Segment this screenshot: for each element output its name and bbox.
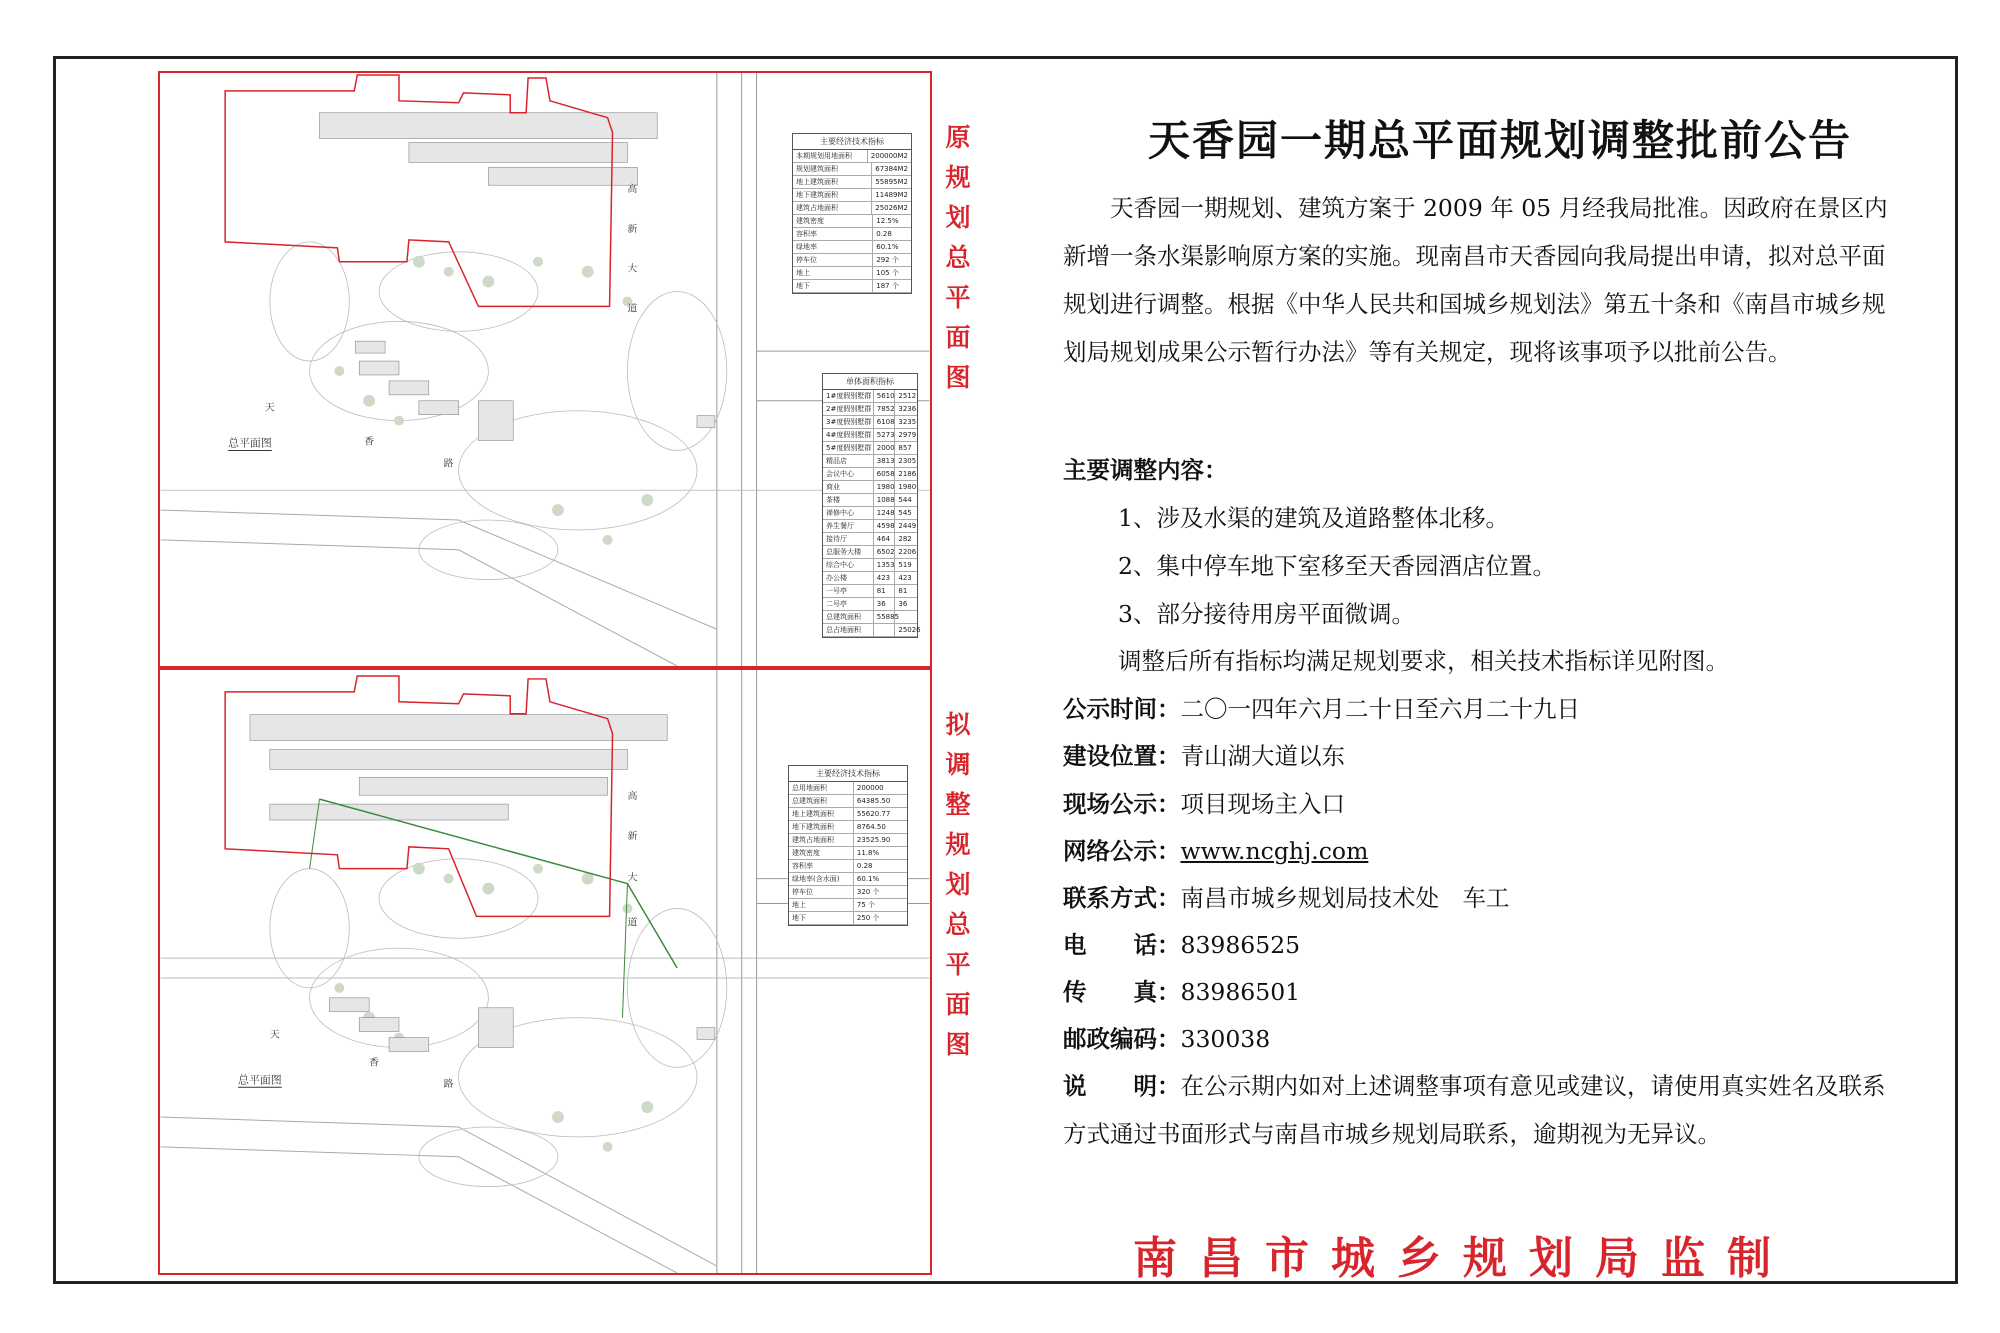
econ-row: 地下 250 个: [789, 912, 907, 925]
period-value: 二〇一四年六月二十日至六月二十九日: [1180, 695, 1580, 723]
fax-label: 传 真：: [1063, 978, 1181, 1006]
road-south-1: 天: [269, 1029, 280, 1041]
note-text: 在公示期内如对上述调整事项有意见或建议，请使用真实姓名及联系方式通过书面形式与南昌市城乡规划局联系，逾期视为无异议。: [1063, 1072, 1886, 1148]
econ-table-title: 主要经济技术指标: [789, 766, 907, 782]
econ-row: 地下建筑面积 8764.50: [789, 821, 907, 834]
web-line: [1063, 827, 1368, 875]
road-east-4: 道: [627, 917, 638, 929]
build-row: 一号亭 81 81: [823, 585, 917, 598]
road-south-1: 天: [264, 402, 275, 414]
location-label: 建设位置：: [1063, 742, 1181, 770]
econ-row: 建筑占地面积 25026M2: [793, 202, 911, 215]
build-row: 3#度假别墅群 6108 3235: [823, 416, 917, 429]
build-row: 综合中心 1353 519: [823, 559, 917, 572]
econ-row: 建筑密度 11.8%: [789, 847, 907, 860]
postcode-label: 邮政编码：: [1063, 1025, 1181, 1053]
change-item-1: 1、涉及水渠的建筑及道路整体北移。: [1118, 504, 1509, 532]
econ-row: 绿地率 60.1%: [793, 241, 911, 254]
note-block: [1063, 1062, 1908, 1158]
building-area-table: [822, 373, 921, 638]
change-item-3: 3、部分接待用房平面微调。: [1118, 600, 1415, 628]
build-row: 4#度假别墅群 5273 2979: [823, 429, 917, 442]
original-plan-label: 原 规 划 总 平 面 图: [945, 123, 971, 392]
econ-row: 地上 75 个: [789, 899, 907, 912]
build-row: 茶楼 1088 544: [823, 494, 917, 507]
adjusted-plan-label: 拟 调 整 规 划 总 平 面 图: [945, 710, 971, 1059]
econ-table-original: [792, 133, 912, 294]
build-row: 接待厅 464 282: [823, 533, 917, 546]
road-east-3: 大: [627, 872, 638, 884]
phone-line: [1063, 921, 1300, 969]
econ-row: 容积率 0.28: [793, 228, 911, 241]
econ-row: 建筑占地面积 23525.90: [789, 834, 907, 847]
postcode-line: [1063, 1015, 1270, 1063]
econ-row: 绿地率(含水面) 60.1%: [789, 873, 907, 886]
map-caption: 总平面图: [238, 1073, 282, 1087]
road-east-2: 新: [627, 830, 638, 842]
adjusted-plan-map: [158, 668, 932, 1275]
web-label: 网络公示：: [1063, 837, 1181, 865]
build-row: 商业 1980 1980: [823, 481, 917, 494]
period-label: 公示时间：: [1063, 695, 1181, 723]
econ-row: 规划建筑面积 67384M2: [793, 163, 911, 176]
notice-title: 天香园一期总平面规划调整批前公告: [1147, 116, 1852, 165]
build-row: 总占地面积 25026: [823, 624, 917, 637]
contact-line: [1063, 874, 1510, 922]
conclusion: 调整后所有指标均满足规划要求，相关技术指标详见附图。: [1118, 647, 1729, 675]
econ-row: 总用地面积 200000: [789, 782, 907, 795]
build-row: 会议中心 6058 2186: [823, 468, 917, 481]
period-line: [1063, 685, 1580, 733]
econ-row: 停车位 292 个: [793, 254, 911, 267]
site-line: [1063, 780, 1345, 828]
contact-value: 南昌市城乡规划局技术处 车工: [1180, 884, 1510, 912]
road-south-3: 路: [443, 458, 454, 470]
build-row: 养生餐厅 4598 2449: [823, 520, 917, 533]
road-east-1: 高: [627, 791, 638, 803]
build-table-title: 单体面积指标: [823, 374, 917, 390]
location-line: [1063, 732, 1345, 780]
site-value: 项目现场主入口: [1180, 790, 1345, 818]
road-south-2: 香: [369, 1057, 380, 1069]
build-row: 5#度假别墅群 2000 857: [823, 442, 917, 455]
econ-row: 地上建筑面积 55895M2: [793, 176, 911, 189]
econ-row: 总建筑面积 64385.50: [789, 795, 907, 808]
fax-line: [1063, 968, 1300, 1016]
road-east-3: 大: [627, 263, 638, 275]
econ-row: 地上 105 个: [793, 267, 911, 280]
map-caption: 总平面图: [228, 436, 272, 450]
original-plan-map: [158, 71, 932, 668]
road-east-2: 新: [627, 223, 638, 235]
contact-label: 联系方式：: [1063, 884, 1181, 912]
phone-value: 83986525: [1180, 931, 1301, 959]
econ-table-title: 主要经济技术指标: [793, 134, 911, 150]
location-value: 青山湖大道以东: [1180, 742, 1345, 770]
fax-value: 83986501: [1180, 978, 1301, 1006]
adjusted-plan-drawing: [160, 670, 930, 1273]
build-row: 办公楼 423 423: [823, 572, 917, 585]
econ-row: 地上建筑面积 55620.77: [789, 808, 907, 821]
notice-intro: 天香园一期规划、建筑方案于 2009 年 05 月经我局批准。因政府在景区内新增一条水渠影响原方案的实施。现南昌市天香园向我局提出申请，拟对总平面规划进行调整。根据《中华人民共和国城乡规划法》第五十条和《南昌市城乡规划局规划成果公示暂行办法》等有关规定，现将该事项予以批前公告。: [1063, 194, 1888, 366]
change-item-2: 2、集中停车地下室移至天香园酒店位置。: [1118, 552, 1556, 580]
build-row: 二号亭 36 36: [823, 598, 917, 611]
econ-table-adjusted: [788, 765, 908, 926]
build-row: 禅修中心 1248 545: [823, 507, 917, 520]
econ-row: 地下 187 个: [793, 280, 911, 293]
econ-row: 建筑密度 12.5%: [793, 215, 911, 228]
road-south-2: 香: [364, 436, 375, 448]
build-row: 精品店 3813 2305: [823, 455, 917, 468]
changes-heading: 主要调整内容：: [1063, 456, 1228, 484]
econ-row: 容积率 0.28: [789, 860, 907, 873]
road-east-4: 道: [627, 303, 638, 315]
issuer-footer: 南昌市城乡规划局监制: [1133, 1233, 1793, 1284]
econ-row: 地下建筑面积 11489M2: [793, 189, 911, 202]
econ-row: 本期规划用地面积 200000M2: [793, 150, 911, 163]
econ-row: 停车位 320 个: [789, 886, 907, 899]
web-link[interactable]: www.ncghj.com: [1180, 837, 1369, 865]
build-row: 总建筑面积 55885: [823, 611, 917, 624]
phone-label: 电 话：: [1063, 931, 1181, 959]
site-label: 现场公示：: [1063, 790, 1181, 818]
build-row: 总服务大楼 6502 2206: [823, 546, 917, 559]
postcode-value: 330038: [1180, 1025, 1271, 1053]
build-row: 1#度假别墅群 5610 2512: [823, 390, 917, 403]
note-label: 说 明：: [1063, 1072, 1181, 1100]
road-south-3: 路: [443, 1079, 454, 1091]
build-row: 2#度假别墅群 7852 3236: [823, 403, 917, 416]
road-east-1: 高: [627, 184, 638, 196]
